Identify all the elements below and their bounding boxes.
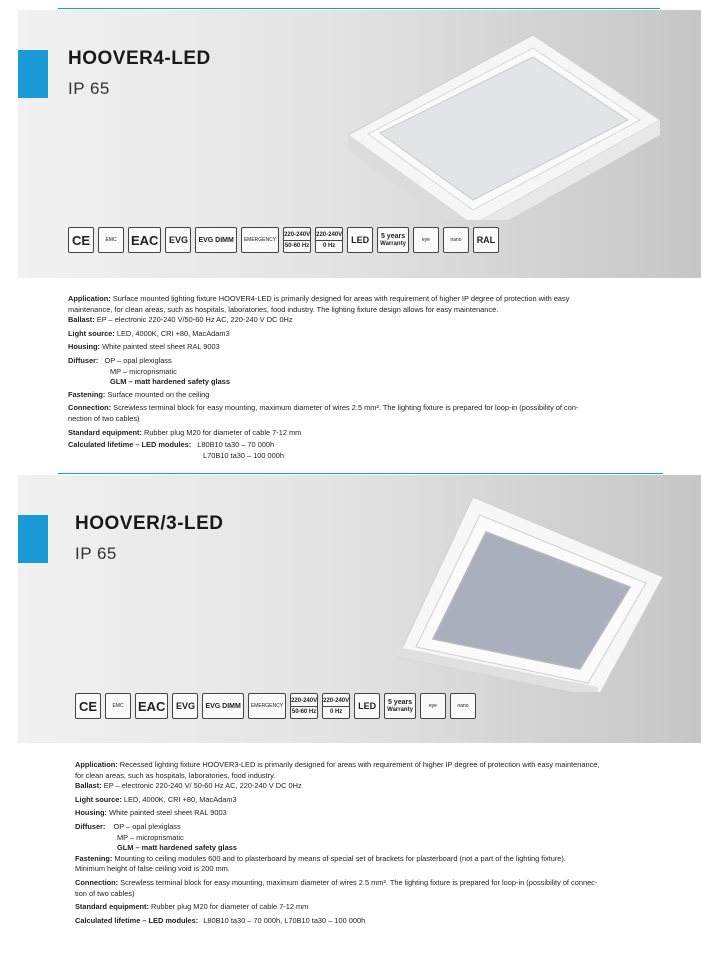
- evg-ballast-icon: EVG: [172, 693, 198, 719]
- spec-lifetime: [68, 440, 688, 451]
- spec-label: Ballast:: [68, 315, 95, 325]
- product-panel-hoover3: [18, 475, 701, 743]
- spec-label: Standard equipment:: [75, 902, 149, 912]
- accent-bar: [18, 515, 48, 563]
- ip-rating: IP 65: [68, 79, 110, 98]
- spec-value: Screwless terminal block for easy mounting, maximum diameter of wires 2.5 mm². The lighting fixture is prepared for loop-in (possibility of con-: [113, 403, 579, 413]
- spec-connection-cont: tion of two cables): [75, 888, 135, 898]
- spec-label: Diffuser:: [75, 821, 106, 831]
- nano-technology-icon: nano: [443, 227, 469, 253]
- top-divider: [58, 8, 660, 9]
- spec-lifetime-cont: L70B10 ta30 – 100 000h: [203, 450, 284, 460]
- led-icon: LED: [354, 693, 380, 719]
- spec-label: Diffuser:: [68, 355, 99, 365]
- spec-application-cont: for clean areas, such as hospitals, laboratories, food industry.: [75, 770, 276, 780]
- spec-label: Ballast:: [75, 781, 102, 791]
- spec-value: Rubber plug M20 for diameter of cable 7-12 mm: [143, 427, 302, 437]
- spec-value: Recessed lighting fixture HOOVER3-LED is primarily designed for areas with requirement of higher IP degree of protection with easy maintenance,: [119, 760, 600, 769]
- spec-fastening: [68, 390, 688, 401]
- spec-value: Mounting to ceiling modules 600 and to plasterboard by means of special set of brackets for plasterboard (not a part of the lighting fixture).: [114, 853, 566, 863]
- spec-value: EP – electronic 220-240 V/ 50-60 Hz AC, 220-240 V DC 0Hz: [103, 781, 302, 791]
- spec-lifetime: [75, 916, 690, 927]
- spec-housing: [75, 808, 690, 819]
- spec-value: OP – opal plexiglass: [113, 821, 181, 831]
- spec-label: Application:: [68, 294, 111, 303]
- voltage-dc-icon: [322, 693, 350, 719]
- certification-icons: [75, 693, 476, 719]
- section-divider: [58, 473, 663, 474]
- spec-ballast: [75, 781, 690, 792]
- spec-standard-equipment: [68, 428, 688, 439]
- spec-standard-equipment: [75, 902, 690, 913]
- spec-value: L80B10 ta30 – 70 000h: [197, 440, 275, 450]
- warranty-years: 5 years: [387, 699, 413, 706]
- spec-label: Light source:: [68, 328, 115, 338]
- warranty-label: Warranty: [387, 707, 413, 713]
- luminaire-image: [378, 487, 678, 692]
- spec-block-hoover3: [75, 760, 690, 926]
- spec-diffuser: [75, 822, 690, 833]
- nano-technology-icon: nano: [450, 693, 476, 719]
- spec-label: Fastening:: [68, 389, 106, 399]
- product-panel-hoover4: [18, 10, 701, 278]
- spec-light-source: [68, 329, 688, 340]
- spec-diffuser-mp: MP – microprismatic: [117, 832, 184, 842]
- warranty-icon: [384, 693, 416, 719]
- spec-fastening: [75, 854, 690, 865]
- spec-block-hoover4: [68, 294, 688, 461]
- spec-value: L80B10 ta30 – 70 000h, L70B10 ta30 – 100 000h: [203, 915, 366, 925]
- spec-application: [75, 760, 690, 771]
- spec-label: Calculated lifetime – LED modules:: [75, 915, 199, 925]
- spec-label: Calculated lifetime – LED modules:: [68, 440, 192, 450]
- accent-bar: [18, 50, 48, 98]
- product-title: HOOVER/3-LED: [75, 513, 224, 534]
- spec-fastening-cont: Minimum height of false ceiling void is 200 mm.: [75, 864, 230, 874]
- voltage-ac-icon: [283, 227, 311, 253]
- ral-color-icon: RAL: [473, 227, 499, 253]
- spec-label: Housing:: [68, 342, 101, 352]
- voltage-ac-label: 220-240V: [284, 231, 311, 238]
- spec-diffuser-glm: [75, 843, 690, 854]
- spec-value: White painted steel sheet RAL 9003: [102, 342, 220, 352]
- emc-icon: EMC: [98, 227, 124, 253]
- frequency-dc-label: 0 Hz: [323, 706, 349, 717]
- voltage-dc-label: 220-240V: [323, 697, 350, 704]
- eac-mark-icon: EAC: [135, 693, 168, 719]
- voltage-ac-icon: [290, 693, 318, 719]
- spec-value: GLM – matt hardened safety glass: [110, 377, 230, 387]
- spec-diffuser: [68, 356, 688, 367]
- evg-dimm-icon: EVG DIMM: [195, 227, 236, 253]
- spec-light-source: [75, 795, 690, 806]
- certification-icons: [68, 227, 499, 253]
- frequency-dc-label: 0 Hz: [316, 240, 342, 251]
- spec-label: Light source:: [75, 794, 122, 804]
- eac-mark-icon: EAC: [128, 227, 161, 253]
- spec-value: OP – opal plexiglass: [104, 355, 172, 365]
- warranty-years: 5 years: [380, 233, 406, 240]
- warranty-icon: [377, 227, 409, 253]
- voltage-dc-label: 220-240V: [316, 231, 343, 238]
- spec-value: Rubber plug M20 for diameter of cable 7-12 mm: [150, 902, 309, 912]
- spec-value: GLM – matt hardened safety glass: [117, 843, 237, 853]
- spec-label: Standard equipment:: [68, 427, 142, 437]
- led-icon: LED: [347, 227, 373, 253]
- spec-application-cont: maintenance, for clean areas, such as hospitals, laboratories, food industry. The lighting fixture design allows for easy maintenance.: [68, 304, 499, 314]
- ip-rating: IP 65: [75, 544, 117, 563]
- spec-value: Screwless terminal block for easy mounting, maximum diameter of wires 2.5 mm². The lighting fixture is prepared for loop-in (possibility of connec-: [120, 877, 598, 887]
- evg-dimm-icon: EVG DIMM: [202, 693, 243, 719]
- spec-value: LED, 4000K, CRI +80, MacAdam3: [123, 794, 237, 804]
- ce-mark-icon: CE: [75, 693, 101, 719]
- warranty-label: Warranty: [380, 241, 406, 247]
- spec-connection: [68, 403, 688, 414]
- voltage-dc-icon: [315, 227, 343, 253]
- spec-ballast: [68, 315, 688, 326]
- frequency-ac-label: 50-60 Hz: [291, 706, 317, 717]
- spec-connection-cont: nection of two cables): [68, 413, 140, 423]
- spec-diffuser-glm: [68, 377, 688, 388]
- spec-application: [68, 294, 688, 305]
- spec-value: LED, 4000K, CRI +80, MacAdam3: [116, 328, 230, 338]
- spec-diffuser-mp: MP – microprismatic: [110, 366, 177, 376]
- frequency-ac-label: 50-60 Hz: [284, 240, 310, 251]
- spec-value: Surface mounted on the ceiling: [107, 389, 210, 399]
- spec-label: Connection:: [68, 403, 112, 413]
- spec-label: Connection:: [75, 877, 119, 887]
- product-title: HOOVER4-LED: [68, 48, 211, 69]
- voltage-ac-label: 220-240V: [291, 697, 318, 704]
- emc-icon: EMC: [105, 693, 131, 719]
- spec-value: EP – electronic 220-240 V/50-60 Hz AC, 220-240 V DC 0Hz: [96, 315, 293, 325]
- spec-value: White painted steel sheet RAL 9003: [109, 808, 227, 818]
- spec-label: Fastening:: [75, 853, 113, 863]
- ce-mark-icon: CE: [68, 227, 94, 253]
- emergency-exit-icon: EMERGENCY: [241, 227, 279, 253]
- emergency-exit-icon: EMERGENCY: [248, 693, 286, 719]
- spec-label: Application:: [75, 760, 118, 769]
- luminaire-image: [338, 30, 668, 220]
- eye-safety-icon: eye: [413, 227, 439, 253]
- evg-ballast-icon: EVG: [165, 227, 191, 253]
- eye-safety-icon: eye: [420, 693, 446, 719]
- spec-label: Housing:: [75, 808, 108, 818]
- spec-connection: [75, 878, 690, 889]
- spec-value: Surface mounted lighting fixture HOOVER4-LED is primarily designed for areas with requirement of higher IP degree of protection with easy: [112, 294, 570, 303]
- spec-housing: [68, 342, 688, 353]
